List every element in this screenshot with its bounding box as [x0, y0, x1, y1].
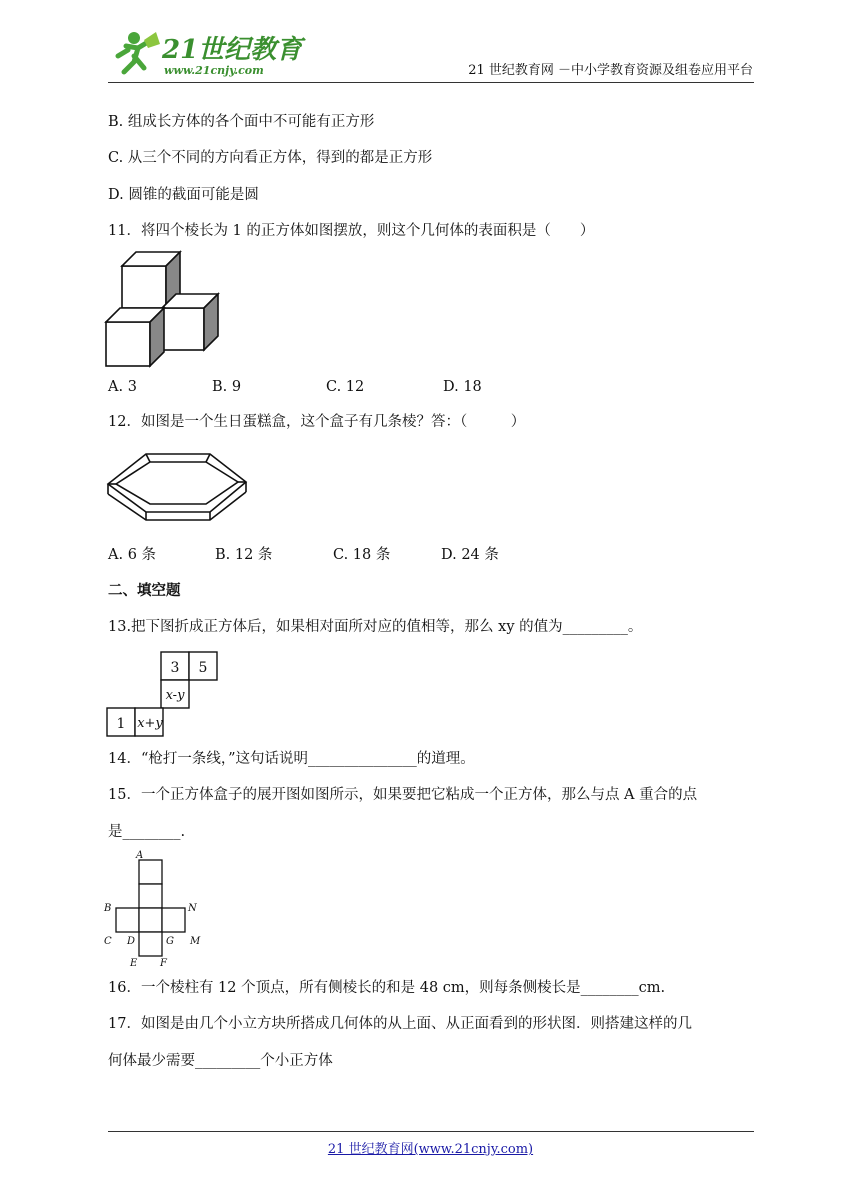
q12-stem: 12．如图是一个生日蛋糕盒，这个盒子有几条棱？答：（ ）: [108, 414, 526, 430]
q11-option-d: D. 18: [443, 379, 482, 395]
runner-icon: [118, 32, 160, 72]
section-title: 二、填空题: [108, 582, 181, 599]
q15-point-f: F: [160, 958, 167, 969]
q10-option-c: C. 从三个不同的方向看正方体，得到的都是正方形: [108, 150, 433, 166]
q12-option-b: B. 12 条: [215, 547, 273, 563]
q15-stem-line2: 是________.: [108, 824, 186, 840]
q10-option-d: D. 圆锥的截面可能是圆: [108, 187, 259, 203]
q13-net-label-3: 3: [170, 660, 180, 676]
q11-option-c: C. 12: [326, 379, 365, 395]
q12-option-a: A. 6 条: [108, 547, 157, 563]
q11-option-a: A. 3: [108, 379, 137, 395]
q13-net-label-x-minus-y: x-y: [165, 688, 185, 703]
q17-stem-line1: 17．如图是由几个小立方块所搭成几何体的从上面、从正面看到的形状图．则搭建这样的几: [108, 1016, 692, 1032]
q15-point-g: G: [166, 936, 174, 947]
logo-url: www.21cnjy.com: [164, 64, 264, 77]
q15-point-b: B: [104, 903, 112, 914]
q12-option-c: C. 18 条: [333, 547, 391, 563]
q13-net-label-x-plus-y: x+y: [137, 716, 163, 731]
q15-point-e: E: [130, 958, 138, 969]
q14-stem: 14．“枪打一条线，”这句话说明_______________的道理。: [108, 751, 475, 767]
q17-stem-line2: 何体最少需要_________个小正方体: [108, 1053, 333, 1069]
q15-point-c: C: [104, 936, 112, 947]
q15-point-m: M: [190, 936, 201, 947]
footer-divider: [108, 1131, 754, 1132]
site-title: 21 世纪教育网 －中小学教育资源及组卷应用平台: [468, 63, 753, 78]
q10-option-b: B. 组成长方体的各个面中不可能有正方形: [108, 114, 375, 130]
q13-net-label-1: 1: [116, 716, 126, 732]
q15-cube-net-figure: [104, 848, 214, 968]
header-divider: [108, 82, 754, 83]
q15-point-a: A: [136, 850, 144, 861]
q11-stem: 11．将四个棱长为 1 的正方体如图摆放，则这个几何体的表面积是（ ）: [108, 223, 595, 239]
q13-stem: 13.把下图折成正方体后，如果相对面所对应的值相等，那么 xy 的值为_________。: [108, 619, 643, 635]
footer-link[interactable]: 21 世纪教育网(www.21cnjy.com): [327, 1142, 534, 1157]
q15-point-n: N: [188, 903, 197, 914]
q11-cubes-figure: [104, 250, 224, 370]
q12-option-d: D. 24 条: [441, 547, 499, 563]
q13-net-label-5: 5: [198, 660, 208, 676]
logo[interactable]: [104, 28, 303, 78]
q13-cube-net-figure: [105, 650, 225, 740]
logo-text: 21世纪教育: [162, 35, 303, 65]
q12-hexagon-box-figure: [106, 452, 256, 532]
q15-stem-line1: 15．一个正方体盒子的展开图如图所示，如果要把它粘成一个正方体，那么与点 A 重合的点: [108, 787, 698, 803]
q16-stem: 16．一个棱柱有 12 个顶点，所有侧棱长的和是 48 cm，则每条侧棱长是________cm.: [108, 980, 666, 996]
q11-option-b: B. 9: [212, 379, 242, 395]
q15-point-d: D: [127, 936, 136, 947]
